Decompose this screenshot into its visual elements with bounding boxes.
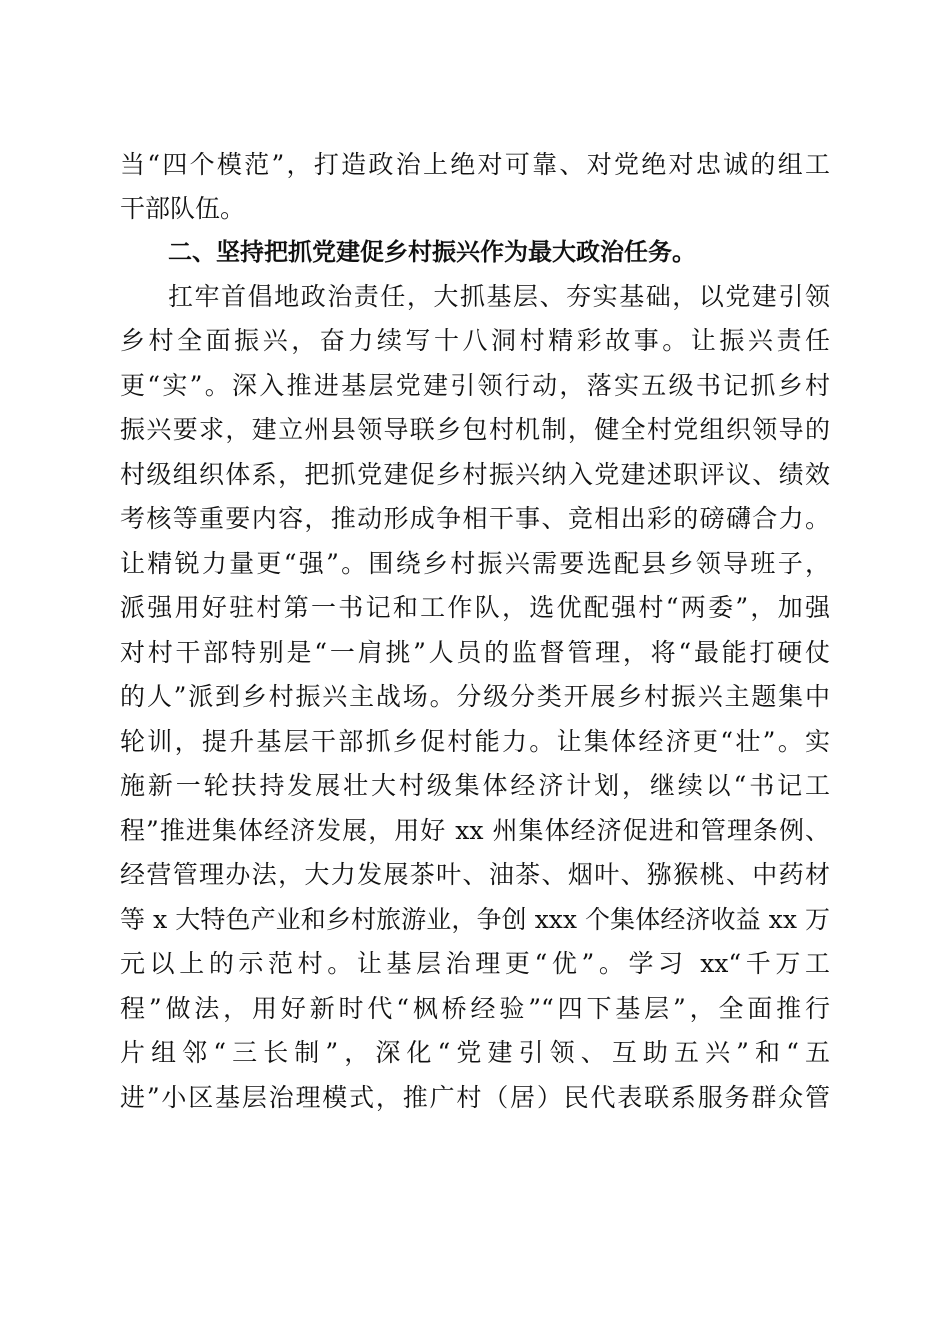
- body-line-16: 元以上的示范村。让基层治理更“优”。学习 xx“千万工: [120, 949, 830, 978]
- body-line-6: 考核等重要内容，推动形成争相干事、竞相出彩的磅礴合力。: [120, 504, 830, 533]
- body-line-2: 乡村全面振兴，奋力续写十八洞村精彩故事。让振兴责任: [120, 326, 830, 355]
- body-line-5: 村级组织体系，把抓党建促乡村振兴纳入党建述职评议、绩效: [120, 460, 830, 489]
- body-line-1: 扛牢首倡地政治责任，大抓基层、夯实基础，以党建引领: [168, 282, 830, 311]
- body-line-8: 派强用好驻村第一书记和工作队，选优配强村“两委”，加强: [120, 593, 830, 622]
- body-line-12: 施新一轮扶持发展壮大村级集体经济计划，继续以“书记工: [120, 771, 830, 800]
- section-heading: 二、坚持把抓党建促乡村振兴作为最大政治任务。: [168, 238, 696, 266]
- intro-line-2: 干部队伍。: [120, 194, 246, 223]
- body-line-9: 对村干部特别是“一肩挑”人员的监督管理，将“最能打硬仗: [120, 638, 830, 667]
- body-line-18: 片组邻“三长制”，深化“党建引领、互助五兴”和“五: [120, 1038, 830, 1067]
- body-line-17: 程”做法，用好新时代“枫桥经验”“四下基层”，全面推行: [120, 994, 830, 1023]
- body-line-10: 的人”派到乡村振兴主战场。分级分类开展乡村振兴主题集中: [120, 682, 830, 711]
- body-line-13: 程”推进集体经济发展，用好 xx 州集体经济促进和管理条例、: [120, 816, 830, 845]
- body-line-3: 更“实”。深入推进基层党建引领行动，落实五级书记抓乡村: [120, 371, 830, 400]
- body-line-14: 经营管理办法，大力发展茶叶、油茶、烟叶、猕猴桃、中药材: [120, 860, 830, 889]
- body-line-15: 等 x 大特色产业和乡村旅游业，争创 xxx 个集体经济收益 xx 万: [120, 905, 830, 934]
- body-line-4: 振兴要求，建立州县领导联乡包村机制，健全村党组织领导的: [120, 415, 830, 444]
- body-line-19: 进”小区基层治理模式，推广村（居）民代表联系服务群众管: [120, 1083, 830, 1112]
- intro-line-1: 当“四个模范”，打造政治上绝对可靠、对党绝对忠诚的组工: [120, 150, 830, 179]
- body-line-7: 让精锐力量更“强”。围绕乡村振兴需要选配县乡领导班子，: [120, 549, 830, 578]
- body-line-11: 轮训，提升基层干部抓乡促村能力。让集体经济更“壮”。实: [120, 727, 830, 756]
